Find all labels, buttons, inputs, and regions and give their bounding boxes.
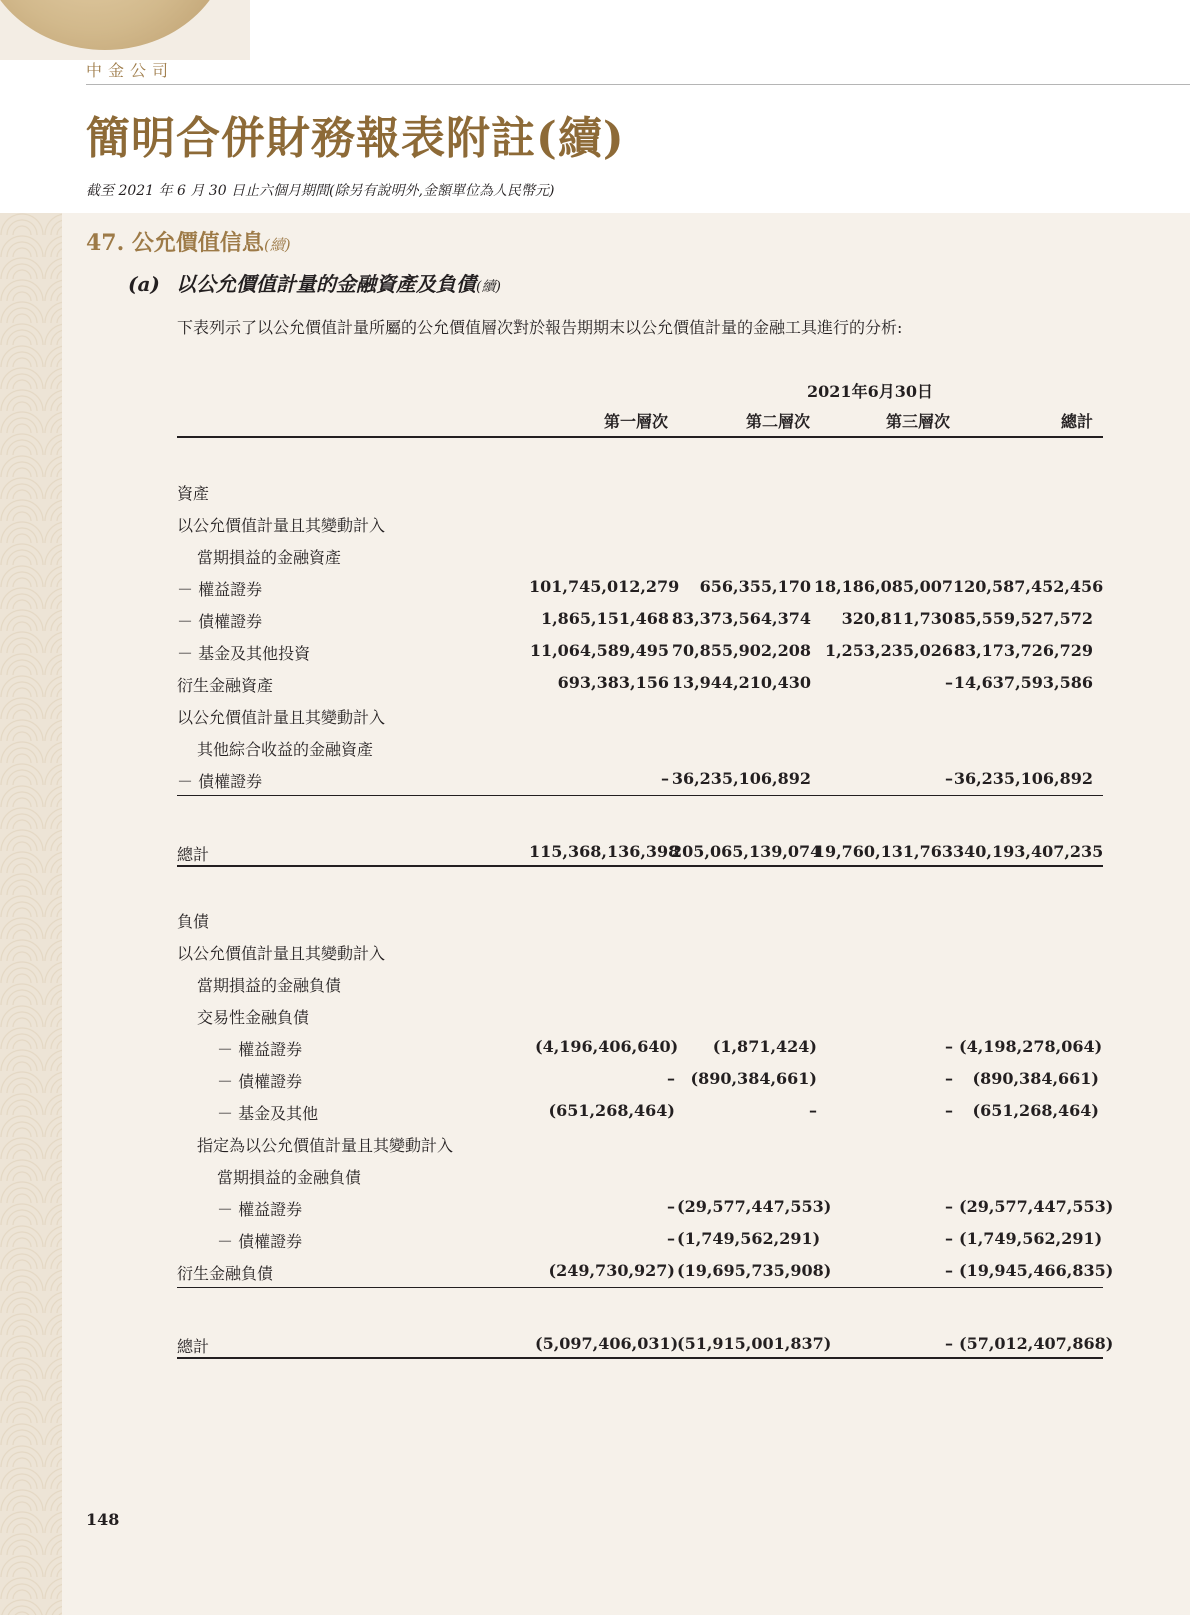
row-label: － 權益證券 <box>177 580 263 599</box>
cell-value: 1,865,151,468 <box>540 609 669 628</box>
row-label: 資產 <box>177 484 210 503</box>
cell-value: 101,745,012,279 <box>529 577 680 596</box>
cell-value: (1,749,562,291) <box>677 1229 821 1248</box>
cell-value: – <box>945 769 953 788</box>
page-title: 簡明合併財務報表附註(續) <box>86 113 625 164</box>
table-row <box>0 1197 1190 1225</box>
row-label: 衍生金融資產 <box>177 676 274 695</box>
cell-value: – <box>809 1101 817 1120</box>
row-label: － 債權證券 <box>217 1072 303 1091</box>
cell-value: (651,268,464) <box>972 1101 1099 1120</box>
table-row <box>0 577 1190 605</box>
liabilities-heading <box>0 909 1190 937</box>
row-label: 當期損益的金融資產 <box>197 548 342 567</box>
row-label: 當期損益的金融負債 <box>217 1168 362 1187</box>
table-row <box>0 1069 1190 1097</box>
column-header-level2: 第二層次 <box>745 412 810 431</box>
subtotal-rule <box>177 795 1103 796</box>
subtotal-rule <box>177 1287 1103 1288</box>
table-row <box>0 1165 1190 1193</box>
cell-value: 36,235,106,892 <box>671 769 811 788</box>
section-title-text: 47. 公允價值信息 <box>86 230 264 256</box>
cell-value: 19,760,131,763 <box>813 842 953 861</box>
cell-value: 205,065,139,074 <box>671 842 822 861</box>
cell-value: (5,097,406,031) <box>535 1334 679 1353</box>
table-row <box>0 769 1190 797</box>
table-row <box>0 545 1190 573</box>
table-row <box>0 513 1190 541</box>
cell-value: (651,268,464) <box>548 1101 675 1120</box>
cell-value: – <box>945 1037 953 1056</box>
cell-value: (51,915,001,837) <box>677 1334 832 1353</box>
row-label: － 債權證券 <box>217 1232 303 1251</box>
cell-value: 1,253,235,026 <box>824 641 953 660</box>
cell-value: (19,945,466,835) <box>959 1261 1114 1280</box>
table-row <box>0 973 1190 1001</box>
row-label: － 權益證券 <box>217 1200 303 1219</box>
cell-value: – <box>945 1197 953 1216</box>
table-row <box>0 941 1190 969</box>
row-label: 衍生金融負債 <box>177 1264 274 1283</box>
cell-value: (1,749,562,291) <box>959 1229 1103 1248</box>
cell-value: (249,730,927) <box>548 1261 675 1280</box>
row-label: 總計 <box>177 1337 210 1356</box>
cell-value: (890,384,661) <box>690 1069 817 1088</box>
cell-value: (19,695,735,908) <box>677 1261 832 1280</box>
assets-heading <box>0 481 1190 509</box>
cell-value: (890,384,661) <box>972 1069 1099 1088</box>
row-label: 其他綜合收益的金融資產 <box>197 740 374 759</box>
row-label: 總計 <box>177 845 210 864</box>
subsection-letter: (a) <box>128 272 160 296</box>
cell-value: (29,577,447,553) <box>677 1197 832 1216</box>
cell-value: 115,368,136,398 <box>529 842 680 861</box>
cell-value: 70,855,902,208 <box>671 641 811 660</box>
page-number: 148 <box>86 1510 120 1529</box>
table-row <box>0 641 1190 669</box>
cell-value: 656,355,170 <box>699 577 811 596</box>
cell-value: 693,383,156 <box>557 673 669 692</box>
cell-value: 85,559,527,572 <box>953 609 1093 628</box>
cell-value: (4,198,278,064) <box>959 1037 1103 1056</box>
cell-value: – <box>661 769 669 788</box>
table-row <box>0 609 1190 637</box>
cell-value: 340,193,407,235 <box>953 842 1104 861</box>
header-divider <box>86 84 1190 85</box>
cell-value: – <box>945 1261 953 1280</box>
row-label: 指定為以公允價值計量且其變動計入 <box>197 1136 454 1155</box>
row-label: － 債權證券 <box>177 772 263 791</box>
column-header-level3: 第三層次 <box>885 412 950 431</box>
cell-value: 83,373,564,374 <box>671 609 811 628</box>
cell-value: 11,064,589,495 <box>529 641 669 660</box>
subsection-title-text: 以公允價值計量的金融資產及負債 <box>176 272 476 296</box>
table-row <box>0 1037 1190 1065</box>
company-name: 中金公司 <box>86 61 175 80</box>
intro-paragraph: 下表列示了以公允價值計量所屬的公允價值層次對於報告期期末以公允價值計量的金融工具進行的分析: <box>177 318 903 337</box>
cell-value: 13,944,210,430 <box>671 673 811 692</box>
cell-value: (1,871,424) <box>712 1037 817 1056</box>
column-header-total: 總計 <box>1060 412 1093 431</box>
table-date-header: 2021年6月30日 <box>807 382 933 401</box>
subsection-title <box>128 268 501 297</box>
cell-value: – <box>667 1229 675 1248</box>
subsection-continued: (續) <box>476 279 501 295</box>
row-label: － 債權證券 <box>177 612 263 631</box>
table-row <box>0 1229 1190 1257</box>
section-continued: (續) <box>263 236 291 254</box>
cell-value: 18,186,085,007 <box>813 577 953 596</box>
table-row <box>0 1133 1190 1161</box>
row-label: 以公允價值計量且其變動計入 <box>177 516 386 535</box>
table-row <box>0 705 1190 733</box>
page-subtitle: 截至 2021 年 6 月 30 日止六個月期間(除另有說明外,金額單位為人民幣元) <box>86 183 555 199</box>
cell-value: – <box>945 1069 953 1088</box>
row-label: 以公允價值計量且其變動計入 <box>177 708 386 727</box>
total-rule <box>177 865 1103 867</box>
row-label: 負債 <box>177 912 210 931</box>
row-label: 當期損益的金融負債 <box>197 976 342 995</box>
cell-value: 36,235,106,892 <box>953 769 1093 788</box>
cell-value: – <box>667 1069 675 1088</box>
row-label: － 權益證券 <box>217 1040 303 1059</box>
row-label: － 基金及其他 <box>217 1104 319 1123</box>
table-row <box>0 1261 1190 1289</box>
table-row <box>0 737 1190 765</box>
column-header-level1: 第一層次 <box>603 412 668 431</box>
cell-value: – <box>945 673 953 692</box>
table-row <box>0 1101 1190 1129</box>
table-row <box>0 1005 1190 1033</box>
total-rule <box>177 1357 1103 1359</box>
section-title <box>86 226 291 257</box>
cell-value: (29,577,447,553) <box>959 1197 1114 1216</box>
cell-value: – <box>945 1101 953 1120</box>
cell-value: 14,637,593,586 <box>953 673 1093 692</box>
cell-value: – <box>667 1197 675 1216</box>
table-row <box>0 673 1190 701</box>
row-label: － 基金及其他投資 <box>177 644 311 663</box>
cell-value: – <box>945 1334 953 1353</box>
row-label: 以公允價值計量且其變動計入 <box>177 944 386 963</box>
cell-value: 120,587,452,456 <box>953 577 1104 596</box>
cell-value: 320,811,730 <box>841 609 953 628</box>
cell-value: – <box>945 1229 953 1248</box>
cell-value: 83,173,726,729 <box>953 641 1093 660</box>
cell-value: (4,196,406,640) <box>535 1037 679 1056</box>
row-label: 交易性金融負債 <box>197 1008 310 1027</box>
header-rule <box>177 436 1103 438</box>
cell-value: (57,012,407,868) <box>959 1334 1114 1353</box>
